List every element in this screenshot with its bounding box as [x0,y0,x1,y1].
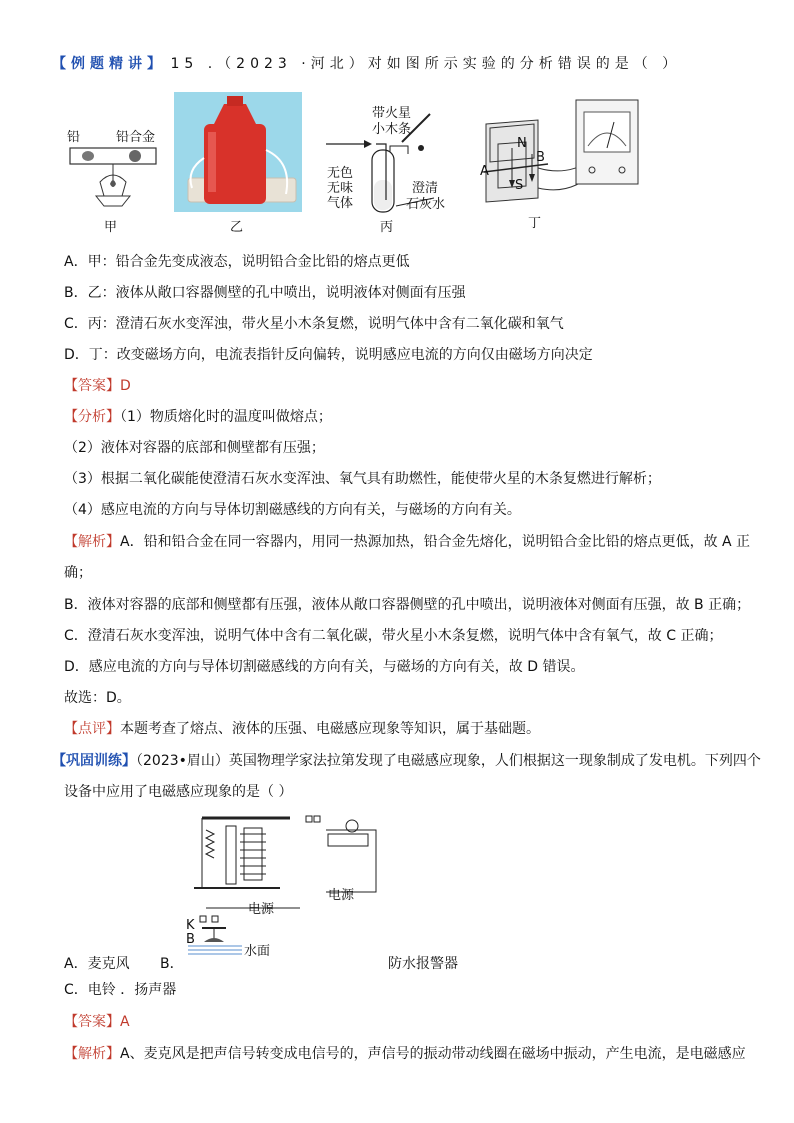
practice-answer-tag: 【答案】 [64,1014,120,1030]
label-gas-3: 气体 [327,196,354,211]
label-pole-n: N [517,136,527,151]
practice-solution-line [64,1044,746,1064]
analysis-tag: 【分析】 [64,409,120,425]
label-gas-2: 无味 [327,181,354,196]
label-splint-1: 带火星 [372,106,412,121]
analysis-line-2: （2）液体对容器的底部和侧壁都有压强； [64,440,325,456]
practice-option-a: A．麦克风 [64,956,130,972]
solution-tag: 【解析】 [64,534,120,550]
example-tag: 【例题精讲】 [52,56,166,72]
label-lead: 铅 [67,130,81,145]
solution-line-2: 确； [64,565,92,581]
caption-jia: 甲 [104,220,118,235]
label-power-1: 电源 [248,902,275,917]
comment-tag: 【点评】 [64,721,120,737]
answer-tag: 【答案】 [64,378,120,394]
solution-line-4: C．澄清石灰水变浑浊，说明气体中含有二氧化碳，带火星小木条复燃，说明气体中含有氧气，故 C 正确； [64,628,723,644]
figure-yi-bottle-photo [174,92,302,212]
caption-ding: 丁 [528,216,542,231]
label-lime-2: 石灰水 [406,197,446,212]
solution-line-5: D．感应电流的方向与导体切割磁感线的方向有关，与磁场的方向有关，故 D 错误。 [64,659,585,675]
label-lime-1: 澄清 [412,181,439,196]
practice-solution-text: A、麦克风是把声信号转变成电信号的，声信号的振动带动线圈在磁场中振动，产生电流，是电磁感应 [120,1046,746,1062]
solution-line-1 [64,532,750,552]
label-switch-b: B [186,932,195,947]
label-gas-1: 无色 [327,166,354,181]
practice-answer-value: A [120,1014,130,1030]
comment-text: 本题考查了熔点、液体的压强、电磁感应现象等知识，属于基础题。 [120,721,540,737]
label-splint-2: 小木条 [372,122,412,137]
solution-text: A．铅和铅合金在同一容器内，用同一热源加热，铅合金先熔化，说明铅合金比铅的熔点更低，故 A 正 [120,534,751,550]
practice-solution-tag: 【解析】 [64,1046,120,1062]
question-stem: 15 .（2023 ·河北）对如图所示实验的分析错误的是（ ） [170,56,682,72]
practice-answer-line [64,1012,130,1032]
analysis-line-1 [64,407,332,427]
practice-tag: 【巩固训练】 [52,753,136,769]
comment-line [64,719,540,739]
answer-line [64,376,131,396]
analysis-text: （1）物质熔化时的温度叫做熔点； [120,409,332,425]
figure-ding-induction [476,98,646,218]
choose-line: 故选：D。 [64,690,131,706]
caption-yi: 乙 [230,220,244,235]
practice-option-b-name: 防水报警器 [388,956,458,972]
answer-value: D [120,378,131,394]
option-a: A．甲：铅合金先变成液态，说明铅合金比铅的熔点更低 [64,254,410,270]
practice-option-b: B． [160,956,184,972]
practice-option-cd: C．电铃 ．扬声器 [64,982,177,998]
label-power-2: 电源 [328,888,355,903]
option-c: C．丙：澄清石灰水变浑浊，带火星小木条复燃，说明气体中含有二氧化碳和氧气 [64,316,564,332]
option-d: D．丁：改变磁场方向，电流表指针反向偏转，说明感应电流的方向仅由磁场方向决定 [64,347,593,363]
practice-stem-line-1 [52,751,761,771]
label-switch-k: K [186,918,195,933]
solution-line-3: B．液体对容器的底部和侧壁都有压强，液体从敞口容器侧壁的孔中喷出，说明液体对侧面有压强，故 B 正确； [64,597,751,613]
label-point-b: B [536,150,545,165]
label-point-a: A [480,164,489,179]
figure-water-alarm-circuit [180,812,400,962]
label-alloy: 铅合金 [116,130,156,145]
caption-bing: 丙 [380,220,394,235]
label-water-surface: 水面 [244,944,271,959]
label-pole-s: S [515,178,524,193]
practice-stem-1: （2023•眉山）英国物理学家法拉第发现了电磁感应现象，人们根据这一现象制成了发电机。下列四个 [136,753,761,769]
practice-stem-2: 设备中应用了电磁感应现象的是（ ） [64,784,293,800]
analysis-line-3: （3）根据二氧化碳能使澄清石灰水变浑浊、氧气具有助燃性，能使带火星的木条复燃进行解析； [64,471,661,487]
option-b: B．乙：液体从敞口容器侧壁的孔中喷出，说明液体对侧面有压强 [64,285,466,301]
question-15-header [52,54,681,74]
analysis-line-4: （4）感应电流的方向与导体切割磁感线的方向有关，与磁场的方向有关。 [64,502,521,518]
